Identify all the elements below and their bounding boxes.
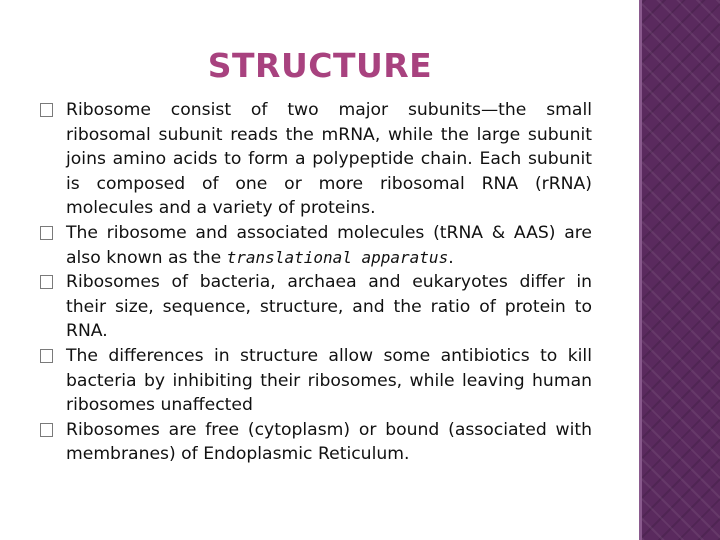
bullet-text-end: .	[448, 247, 454, 268]
bullet-text: Ribosomes are free (cytoplasm) or bound (associated with membranes) of Endoplasmic Reticulum.	[66, 419, 592, 465]
decorative-side-band	[642, 0, 720, 540]
slide-title: STRUCTURE	[207, 46, 433, 85]
bullet-square-icon	[40, 226, 53, 240]
bullet-square-icon	[40, 275, 53, 289]
bullet-text: Ribosomes of bacteria, archaea and eukaryotes differ in their size, sequence, structure, and the ratio of protein to RNA.	[66, 272, 592, 342]
bullet-list	[40, 98, 592, 467]
bullet-square-icon	[40, 349, 53, 363]
bullet-text-italic: translational apparatus	[226, 247, 449, 267]
bullet-square-icon	[40, 103, 53, 117]
bullet-text: The differences in structure allow some antibiotics to kill bacteria by inhibiting their ribosomes, while leaving human ribosomes unaffected	[66, 345, 592, 416]
bullet-square-icon	[40, 423, 53, 437]
bullet-text: The ribosome and associated molecules (tRNA & AAS) are also known as the	[66, 222, 592, 268]
bullet-item	[40, 418, 592, 467]
bullet-item	[40, 221, 592, 270]
bullet-item	[40, 270, 592, 344]
bullet-item	[40, 344, 592, 418]
bullet-text: Ribosome consist of two major subunits—the small ribosomal subunit reads the mRNA, while the large subunit joins amino acids to form a polypeptide chain. Each subunit is composed of one or more ribosomal RNA (rRNA) molecules and a variety of proteins.	[66, 100, 592, 219]
bullet-item	[40, 98, 592, 221]
